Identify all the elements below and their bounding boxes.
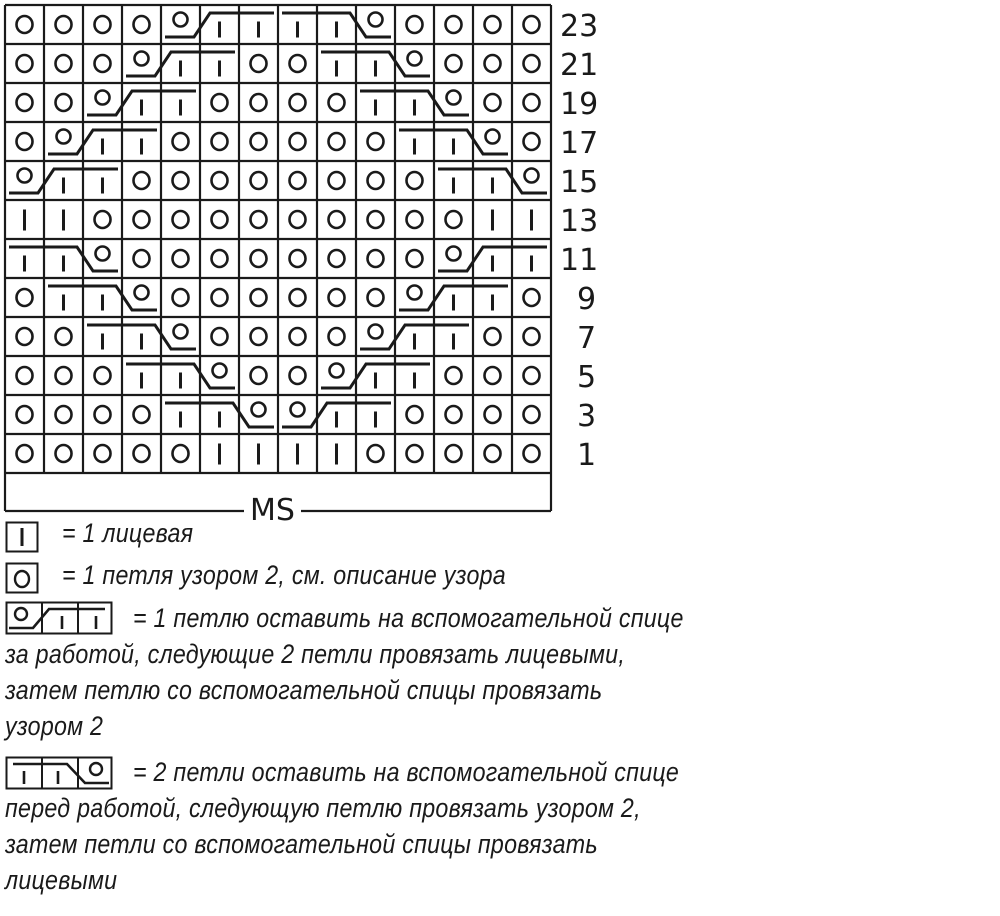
row-number-label: 23 [560, 9, 599, 44]
legend-cable-left-line1: = 2 петли оставить на вспомогательной спице [133, 757, 680, 787]
row-number-label: 9 [577, 282, 597, 317]
row-number-label: 17 [560, 126, 599, 161]
legend-cable-right-line1: = 1 петлю оставить на вспомогательной спице [133, 603, 684, 633]
legend-pattern2-text: = 1 петля узором 2, см. описание узора [62, 560, 506, 590]
row-number-label: 15 [560, 165, 599, 200]
cable-right-symbol-icon [5, 601, 113, 635]
row-number-label: 21 [560, 48, 599, 83]
legend-knit-text: = 1 лицевая [62, 518, 194, 548]
cable-left-symbol-icon [5, 756, 113, 790]
legend-cable-left-line4: лицевыми [5, 865, 118, 895]
row-number-label: 11 [560, 243, 599, 278]
row-number-label: 19 [560, 87, 599, 122]
row-number-label: 5 [577, 360, 597, 395]
legend-cable-left-line2: перед работой, следующую петлю провязать узором 2, [5, 793, 641, 823]
legend-cable-right-line3: затем петлю со вспомогательной спицы провязать [5, 675, 603, 705]
row-number-label: 7 [577, 321, 597, 356]
row-number-label: 1 [577, 438, 597, 473]
knitting-chart [0, 0, 600, 520]
pattern2-symbol-icon [5, 562, 39, 594]
legend-cable-right-line4: узором 2 [5, 711, 104, 741]
row-number-label: 3 [577, 399, 597, 434]
legend-cable-right-line2: за работой, следующие 2 петли провязать лицевыми, [5, 639, 626, 669]
ms-repeat-label: MS [244, 496, 301, 526]
knit-symbol-icon [5, 521, 39, 553]
legend-cable-left-line3: затем петли со вспомогательной спицы провязать [5, 829, 598, 859]
row-number-label: 13 [560, 204, 599, 239]
